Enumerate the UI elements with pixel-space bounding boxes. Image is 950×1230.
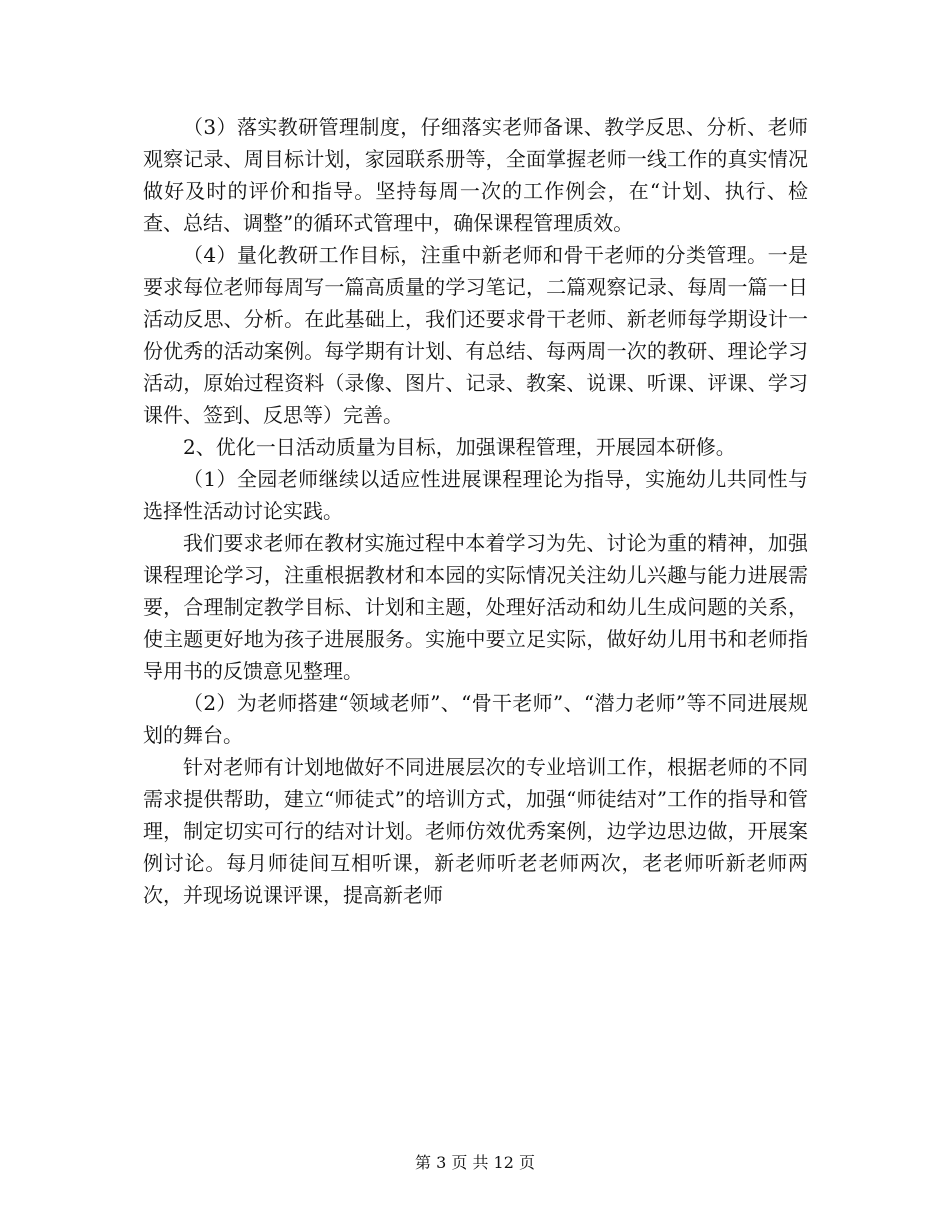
paragraph-quantified-research-goals: （4）量化教研工作目标，注重中新老师和骨干老师的分类管理。一是要求每位老师每周写一篇高质量的学习笔记，二篇观察记录、每周一篇一日活动反思、分析。在此基础上，我们还要求骨干老师、新老师每学期设计一份优秀的活动案例。每学期有计划、有总结、每两周一次的教研、理论学习活动，原始过程资料（录像、图片、记录、教案、说课、听课、评课、学习课件、签到、反思等）完善。	[143, 243, 808, 427]
paragraph-teacher-requirements: 我们要求老师在教材实施过程中本着学习为先、讨论为重的精神，加强课程理论学习，注重根据教材和本园的实际情况关注幼儿兴趣与能力进展需要，合理制定教学目标、计划和主题，处理好活动和幼儿生成问题的关系，使主题更好地为孩子进展服务。实施中要立足实际，做好幼儿用书和老师指导用书的反馈意见整理。	[143, 531, 808, 683]
paragraph-curriculum-theory: （1）全园老师继续以适应性进展课程理论为指导，实施幼儿共同性与选择性活动讨论实践。	[143, 467, 808, 523]
paragraph-mentorship-training: 针对老师有计划地做好不同进展层次的专业培训工作，根据老师的不同需求提供帮助，建立“师徒式”的培训方式，加强“师徒结对”工作的指导和管理，制定切实可行的结对计划。老师仿效优秀案例，边学边思边做，开展案例讨论。每月师徒间互相听课，新老师听老老师两次，老老师听新老师两次，并现场说课评课，提高新老师	[143, 755, 808, 907]
page-number-footer: 第 3 页 共 12 页	[415, 1153, 535, 1172]
paragraph-teaching-research-system: （3）落实教研管理制度，仔细落实老师备课、教学反思、分析、老师观察记录、周目标计划，家园联系册等，全面掌握老师一线工作的真实情况做好及时的评价和指导。坚持每周一次的工作例会，在“计划、执行、检查、总结、调整”的循环式管理中，确保课程管理质效。	[143, 115, 808, 235]
paragraph-development-stage: （2）为老师搭建“领域老师”、“骨干老师”、“潜力老师”等不同进展规划的舞台。	[143, 691, 808, 747]
document-body	[143, 111, 808, 911]
paragraph-section-heading-2: 2、优化一日活动质量为目标，加强课程管理，开展园本研修。	[183, 435, 736, 459]
